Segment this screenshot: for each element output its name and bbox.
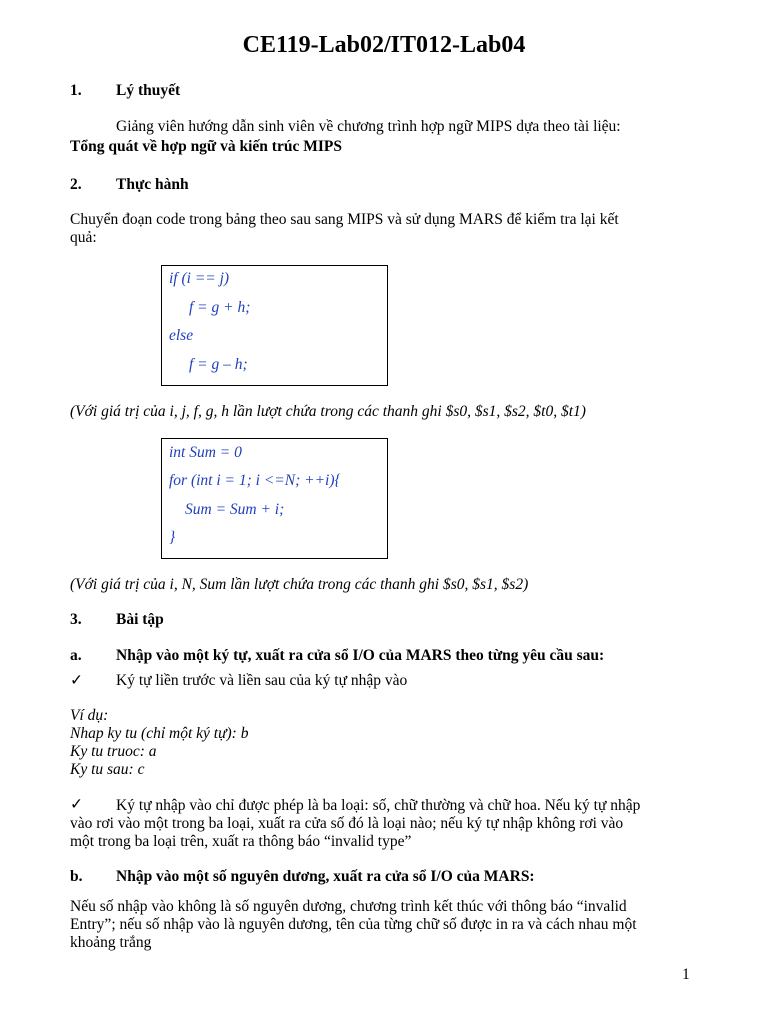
exercise-b-line-3: khoảng trắng bbox=[70, 934, 152, 951]
section-2-intro-line-1: Chuyển đoạn code trong bảng theo sau sang MIPS và sử dụng MARS để kiểm tra lại kết bbox=[70, 211, 619, 228]
code-line: f = g + h; bbox=[189, 299, 251, 316]
exercise-title: Nhập vào một ký tự, xuất ra cửa sổ I/O của MARS theo từng yêu cầu sau: bbox=[116, 647, 605, 664]
section-2-intro-line-2: quả: bbox=[70, 229, 97, 246]
exercise-label: a. bbox=[70, 647, 82, 664]
section-number: 2. bbox=[70, 176, 82, 193]
exercise-label: b. bbox=[70, 868, 83, 885]
exercise-b-line-1: Nếu số nhập vào không là số nguyên dương, chương trình kết thúc với thông báo “invalid bbox=[70, 898, 627, 915]
checkmark-icon: ✓ bbox=[70, 796, 83, 813]
example-line: Nhap ky tu (chỉ một ký tự): b bbox=[70, 725, 249, 742]
register-note-1: (Với giá trị của i, j, f, g, h lần lượt chứa trong các thanh ghi $s0, $s1, $s2, $t0, $t1) bbox=[70, 403, 586, 420]
exercise-a-item-2-line-1: Ký tự nhập vào chỉ được phép là ba loại: số, chữ thường và chữ hoa. Nếu ký tự nhập bbox=[116, 797, 641, 814]
exercise-a-item-2-line-3: một trong ba loại trên, xuất ra thông báo “invalid type” bbox=[70, 833, 412, 850]
example-heading: Ví dụ: bbox=[70, 707, 109, 724]
code-line: for (int i = 1; i <=N; ++i){ bbox=[169, 472, 341, 489]
exercise-b-line-2: Entry”; nếu số nhập vào là nguyên dương, tên của từng chữ số được in ra và cách nhau một bbox=[70, 916, 637, 933]
code-line: } bbox=[169, 529, 176, 546]
section-title: Bài tập bbox=[116, 611, 164, 628]
section-title: Thực hành bbox=[116, 176, 189, 193]
example-line: Ky tu sau: c bbox=[70, 761, 145, 778]
code-line: if (i == j) bbox=[169, 270, 230, 287]
section-1-text: Giảng viên hướng dẫn sinh viên về chương trình hợp ngữ MIPS dựa theo tài liệu: bbox=[116, 118, 621, 135]
code-line: int Sum = 0 bbox=[169, 444, 242, 461]
code-box-for-loop bbox=[161, 438, 388, 559]
document-title: CE119-Lab02/IT012-Lab04 bbox=[242, 32, 526, 58]
example-line: Ky tu truoc: a bbox=[70, 743, 157, 760]
exercise-title: Nhập vào một số nguyên dương, xuất ra cửa sổ I/O của MARS: bbox=[116, 868, 535, 885]
code-box-if-else bbox=[161, 265, 388, 386]
section-title: Lý thuyết bbox=[116, 82, 181, 99]
code-line: f = g – h; bbox=[189, 356, 248, 373]
exercise-a-item-2-line-2: vào rơi vào một trong ba loại, xuất ra cửa số đó là loại nào; nếu ký tự nhập không rơi vào bbox=[70, 815, 624, 832]
page-number: 1 bbox=[682, 966, 690, 983]
checkmark-icon: ✓ bbox=[70, 672, 83, 689]
section-1-reference: Tổng quát về hợp ngữ và kiến trúc MIPS bbox=[70, 138, 342, 155]
code-line: else bbox=[169, 327, 194, 344]
section-number: 1. bbox=[70, 82, 82, 99]
register-note-2: (Với giá trị của i, N, Sum lần lượt chứa trong các thanh ghi $s0, $s1, $s2) bbox=[70, 576, 529, 593]
section-number: 3. bbox=[70, 611, 82, 628]
exercise-a-item-1: Ký tự liền trước và liền sau của ký tự nhập vào bbox=[116, 672, 408, 689]
code-line: Sum = Sum + i; bbox=[185, 501, 285, 518]
